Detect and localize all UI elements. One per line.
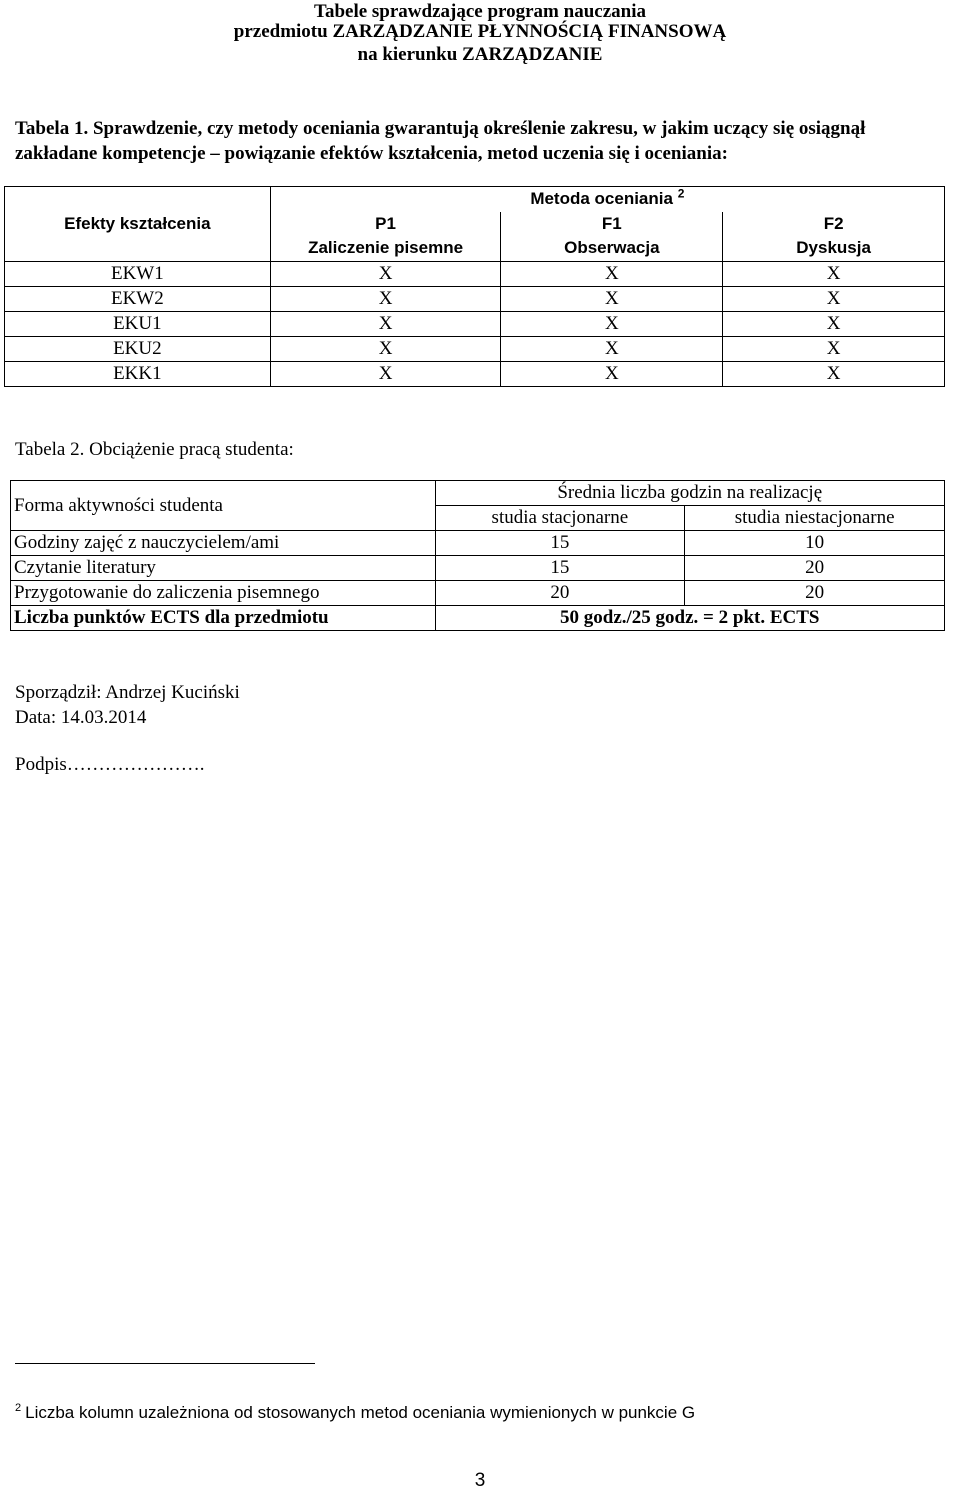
activity-cell: Godziny zajęć z nauczycielem/ami xyxy=(11,531,436,556)
table-row xyxy=(5,362,945,387)
method-p1-name: Zaliczenie pisemne xyxy=(308,238,464,258)
method-f2-name: Dyskusja xyxy=(796,238,871,258)
method-header-label: Metoda oceniania xyxy=(530,189,673,209)
method-f1-name: Obserwacja xyxy=(564,238,660,258)
effect-cell: EKW2 xyxy=(5,287,271,312)
hours-header: Średnia liczba godzin na realizację xyxy=(435,481,944,506)
footnote-separator xyxy=(15,1363,315,1364)
part-hours-cell: 20 xyxy=(685,556,945,581)
method-f2-code: F2 xyxy=(823,214,844,234)
page-number: 3 xyxy=(474,1470,486,1491)
activity-cell: Przygotowanie do zaliczenia pisemnego xyxy=(11,581,436,606)
workload-table xyxy=(10,480,945,631)
mark-cell: X xyxy=(270,287,501,312)
method-f1 xyxy=(501,212,723,262)
part-hours-cell: 20 xyxy=(685,581,945,606)
footnote xyxy=(15,1402,695,1424)
header-title-line3: na kierunku ZARZĄDZANIE xyxy=(357,44,603,65)
method-f2 xyxy=(723,212,945,262)
table-row xyxy=(5,337,945,362)
mark-cell: X xyxy=(270,362,501,387)
part-hours-cell: 10 xyxy=(685,531,945,556)
header-title-line2: przedmiotu ZARZĄDZANIE PŁYNNOŚCIĄ FINANSOWĄ xyxy=(233,21,727,42)
document-date: Data: 14.03.2014 xyxy=(15,707,147,728)
prepared-by: Sporządził: Andrzej Kuciński xyxy=(15,682,240,703)
table-row xyxy=(5,312,945,337)
table-row xyxy=(5,262,945,287)
footnote-text: Liczba kolumn uzależniona od stosowanych metod oceniania wymienionych w punkcie G xyxy=(25,1403,696,1422)
activity-header: Forma aktywności studenta xyxy=(11,481,436,531)
table-row xyxy=(11,531,945,556)
mark-cell: X xyxy=(270,312,501,337)
method-footnote-ref: 2 xyxy=(677,186,685,201)
effect-cell: EKU1 xyxy=(5,312,271,337)
effect-cell: EKK1 xyxy=(5,362,271,387)
table1-caption-line1: Tabela 1. Sprawdzenie, czy metody oceniania gwarantują określenie zakresu, w jakim uczący się osiągnął xyxy=(15,118,866,139)
table-row xyxy=(11,556,945,581)
mark-cell: X xyxy=(723,312,945,337)
ects-label: Liczba punktów ECTS dla przedmiotu xyxy=(11,606,436,631)
effect-cell: EKU2 xyxy=(5,337,271,362)
table-row xyxy=(11,581,945,606)
method-f1-code: F1 xyxy=(601,214,622,234)
ects-value: 50 godz./25 godz. = 2 pkt. ECTS xyxy=(435,606,944,631)
mark-cell: X xyxy=(270,337,501,362)
mark-cell: X xyxy=(723,287,945,312)
mark-cell: X xyxy=(501,337,723,362)
method-p1 xyxy=(270,212,501,262)
full-hours-cell: 20 xyxy=(435,581,685,606)
mark-cell: X xyxy=(270,262,501,287)
mark-cell: X xyxy=(501,262,723,287)
mark-cell: X xyxy=(501,287,723,312)
mark-cell: X xyxy=(723,337,945,362)
mark-cell: X xyxy=(501,312,723,337)
full-hours-cell: 15 xyxy=(435,531,685,556)
method-p1-code: P1 xyxy=(375,214,396,234)
effects-header: Efekty kształcenia xyxy=(5,187,271,262)
mark-cell: X xyxy=(501,362,723,387)
table-row xyxy=(5,287,945,312)
method-header xyxy=(270,187,944,212)
signature-line: Podpis…………………. xyxy=(15,754,205,775)
full-hours-cell: 15 xyxy=(435,556,685,581)
col-part-time: studia niestacjonarne xyxy=(685,506,945,531)
col-full-time: studia stacjonarne xyxy=(435,506,685,531)
mark-cell: X xyxy=(723,362,945,387)
table2-caption: Tabela 2. Obciążenie pracą studenta: xyxy=(15,439,294,460)
header-title-line1: Tabele sprawdzające program nauczania xyxy=(314,1,646,22)
footnote-number: 2 xyxy=(15,1402,22,1415)
activity-cell: Czytanie literatury xyxy=(11,556,436,581)
table1-caption-line2: zakładane kompetencje – powiązanie efektów kształcenia, metod uczenia się i oceniania: xyxy=(15,143,728,164)
mark-cell: X xyxy=(723,262,945,287)
assessment-methods-table xyxy=(4,186,945,387)
effect-cell: EKW1 xyxy=(5,262,271,287)
table-row xyxy=(11,606,945,631)
